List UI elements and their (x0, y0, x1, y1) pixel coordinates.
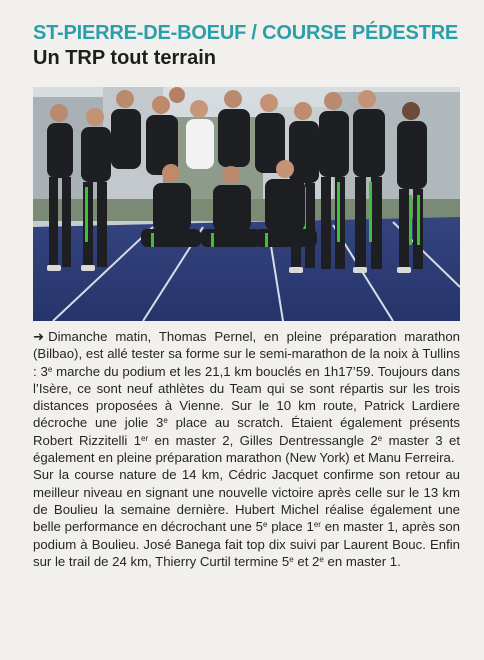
right-arrow-icon: ➜ (33, 329, 45, 344)
team-photo (33, 87, 460, 321)
section-kicker: ST-PIERRE-DE-BOEUF / COURSE PÉDESTRE (33, 22, 459, 44)
article-headline: Un TRP tout terrain (33, 47, 216, 69)
article-body (33, 328, 460, 570)
article-paragraph-1: ➜ Dimanche matin, Thomas Pernel, en pleine préparation marathon (Bilbao), est allé tester sa forme sur le semi-marathon de la noix à Tullins : 3e marche du podium et les 21,1 km bouclés en 1h17’59. Toujours dans l’Isère, ce sont neuf athlètes du Team qui se sont répartis sur les trois distances proposées à Vienne. Sur le 10 km route, Patrick Lardiere décroche une jolie 3e place au scratch. Étaient également présents Robert Rizzitelli 1er en master 2, Gilles Dentressangle 2e master 3 et également en pleine préparation marathon (New York) et Manu Ferreira. (33, 329, 461, 466)
article-paragraph-2: Sur la course nature de 14 km, Cédric Jacquet confirme son retour au meilleur niveau en signant une nouvelle victoire après celle sur le 13 km de Boulieu la semaine dernière. Hubert Michel réalise également une belle performance en décrochant une 5e place 1er en master 1, après son podium à Boulieu. José Banega fait top dix suivi par Laurent Bouc. Enfin sur le trail de 24 km, Thierry Curtil termine 5e et 2e en master 1. (33, 467, 460, 569)
team-photo-illustration (33, 87, 460, 321)
